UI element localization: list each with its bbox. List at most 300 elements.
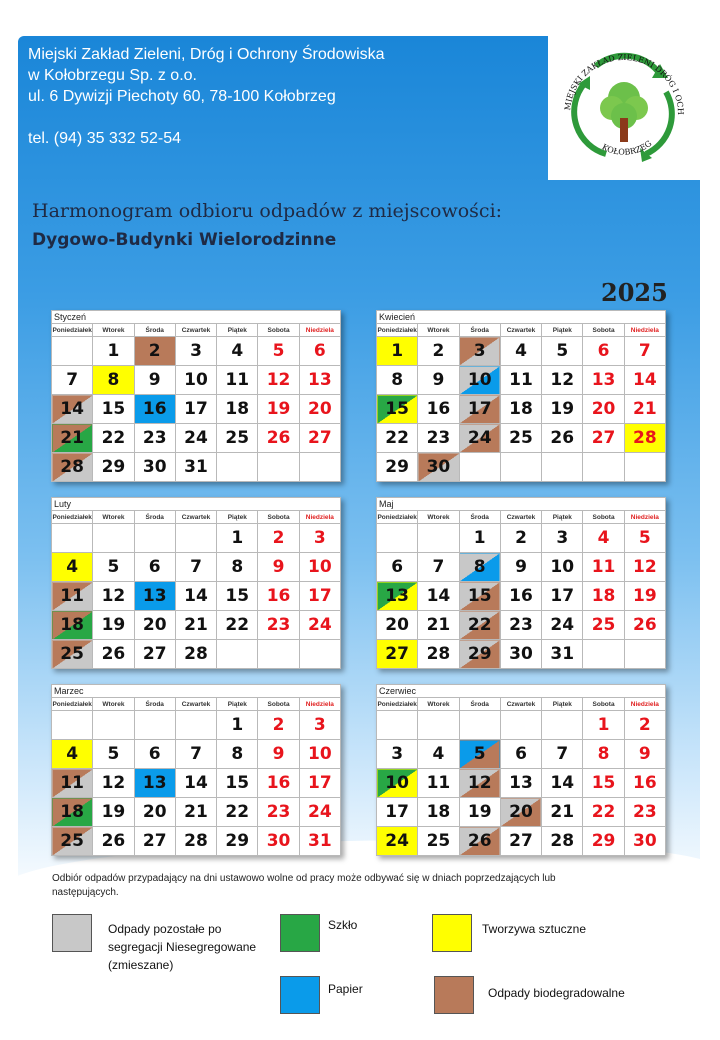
day-number: 13	[308, 370, 332, 390]
legend-label-plastic: Tworzywa sztuczne	[482, 922, 587, 936]
calendar-month	[376, 684, 666, 856]
day-cell	[377, 740, 418, 769]
day-number: 16	[426, 399, 451, 419]
day-cell	[93, 395, 134, 424]
day-number: 29	[225, 831, 250, 851]
day-cell	[93, 611, 134, 640]
day-cell	[377, 337, 418, 366]
day-cell	[93, 337, 134, 366]
day-cell	[175, 395, 216, 424]
month-name: Kwiecień	[376, 310, 666, 323]
day-number: 8	[473, 557, 486, 577]
weekday-header: Sobota	[583, 511, 624, 524]
year-label: 2025	[601, 278, 668, 307]
day-number: 30	[633, 831, 657, 851]
month-name: Marzec	[51, 684, 341, 697]
day-number: 24	[308, 802, 332, 822]
empty-cell	[624, 640, 665, 669]
day-number: 6	[148, 557, 161, 577]
weekday-header: Niedziela	[624, 698, 665, 711]
day-number: 30	[509, 644, 533, 664]
day-number: 5	[272, 341, 285, 361]
empty-cell	[500, 453, 541, 482]
day-cell	[175, 582, 216, 611]
weekday-header: Sobota	[583, 324, 624, 337]
locality-name: Dygowo-Budynki Wielorodzinne	[32, 230, 337, 250]
day-cell	[175, 337, 216, 366]
day-cell	[459, 740, 500, 769]
weekday-header: Wtorek	[418, 511, 459, 524]
company-city: w Kołobrzegu Sp. z o.o.	[28, 67, 197, 84]
day-cell	[418, 553, 459, 582]
day-number: 12	[467, 773, 492, 793]
day-cell	[583, 798, 624, 827]
weekday-header: Poniedziałek	[377, 698, 418, 711]
day-cell	[93, 453, 134, 482]
day-number: 17	[385, 802, 409, 822]
day-cell	[175, 798, 216, 827]
day-cell	[258, 740, 299, 769]
day-number: 23	[509, 615, 533, 635]
day-cell	[134, 740, 175, 769]
day-number: 7	[190, 557, 202, 577]
day-number: 24	[550, 615, 575, 635]
title-line: Harmonogram odbioru odpadów z miejscowości:	[32, 200, 503, 222]
day-number: 21	[550, 802, 575, 822]
day-cell	[377, 395, 418, 424]
day-number: 22	[591, 802, 616, 822]
weekday-header: Poniedziałek	[377, 324, 418, 337]
day-number: 23	[633, 802, 657, 822]
day-number: 17	[550, 586, 575, 606]
day-number: 6	[597, 341, 610, 361]
day-number: 12	[633, 557, 657, 577]
company-phone: tel. (94) 35 332 52-54	[28, 130, 181, 147]
day-number: 26	[101, 831, 126, 851]
calendar-month	[376, 497, 666, 669]
day-number: 1	[231, 528, 244, 548]
weekday-header: Sobota	[583, 698, 624, 711]
day-cell	[52, 740, 93, 769]
day-cell	[583, 582, 624, 611]
weekday-header: Środa	[134, 324, 175, 337]
day-number: 16	[266, 586, 291, 606]
day-cell	[583, 424, 624, 453]
day-cell	[258, 424, 299, 453]
day-cell	[175, 424, 216, 453]
day-number: 21	[184, 615, 208, 635]
empty-cell	[52, 711, 93, 740]
empty-cell	[93, 524, 134, 553]
logo-text-bottom: KOŁOBRZEG	[600, 138, 654, 157]
day-number: 28	[550, 831, 575, 851]
day-number: 16	[633, 773, 657, 793]
day-cell	[134, 453, 175, 482]
day-cell	[459, 611, 500, 640]
day-cell	[377, 769, 418, 798]
day-number: 3	[313, 528, 326, 548]
legend-label-glass: Szkło	[328, 918, 358, 932]
day-cell	[624, 827, 665, 856]
day-cell	[542, 827, 583, 856]
day-cell	[175, 366, 216, 395]
day-number: 5	[556, 341, 569, 361]
weekday-header: Niedziela	[299, 511, 340, 524]
day-cell	[299, 582, 340, 611]
weekday-header: Czwartek	[175, 698, 216, 711]
day-number: 10	[308, 744, 332, 764]
day-number: 23	[266, 802, 291, 822]
legend-swatch-glass	[280, 914, 320, 952]
calendar-month	[51, 684, 341, 856]
day-number: 26	[633, 615, 657, 635]
day-number: 30	[266, 831, 291, 851]
day-cell	[134, 798, 175, 827]
day-number: 14	[184, 773, 208, 793]
day-cell	[377, 553, 418, 582]
day-cell	[258, 827, 299, 856]
day-number: 19	[101, 802, 126, 822]
day-cell	[52, 395, 93, 424]
day-number: 3	[556, 528, 569, 548]
day-number: 20	[142, 615, 167, 635]
legend-label-paper: Papier	[328, 982, 363, 996]
day-cell	[299, 827, 340, 856]
day-cell	[299, 798, 340, 827]
day-number: 28	[60, 457, 84, 477]
empty-cell	[175, 524, 216, 553]
day-cell	[175, 740, 216, 769]
day-number: 2	[638, 715, 651, 735]
day-cell	[459, 582, 500, 611]
empty-cell	[258, 640, 299, 669]
day-number: 25	[426, 831, 451, 851]
day-cell	[542, 611, 583, 640]
day-number: 9	[638, 744, 651, 764]
day-cell	[418, 366, 459, 395]
day-number: 8	[391, 370, 404, 390]
day-cell	[459, 640, 500, 669]
day-cell	[418, 740, 459, 769]
empty-cell	[52, 337, 93, 366]
day-number: 9	[148, 370, 161, 390]
day-number: 10	[467, 370, 492, 390]
day-number: 22	[225, 615, 250, 635]
weekday-header: Czwartek	[500, 511, 541, 524]
empty-cell	[459, 453, 500, 482]
day-number: 12	[266, 370, 291, 390]
month-name: Maj	[376, 497, 666, 510]
day-cell	[624, 611, 665, 640]
day-cell	[624, 395, 665, 424]
empty-cell	[418, 524, 459, 553]
weekday-header: Piątek	[542, 511, 583, 524]
calendar-month	[51, 310, 341, 482]
day-cell	[624, 740, 665, 769]
day-cell	[459, 424, 500, 453]
day-cell	[217, 769, 258, 798]
day-number: 2	[148, 341, 161, 361]
day-number: 27	[509, 831, 533, 851]
day-cell	[542, 337, 583, 366]
day-cell	[134, 611, 175, 640]
day-cell	[134, 827, 175, 856]
day-cell	[175, 827, 216, 856]
day-cell	[542, 582, 583, 611]
day-cell	[217, 611, 258, 640]
day-cell	[134, 337, 175, 366]
day-number: 23	[426, 428, 451, 448]
day-cell	[299, 553, 340, 582]
day-number: 13	[142, 586, 167, 606]
day-number: 20	[591, 399, 616, 419]
day-number: 28	[184, 831, 208, 851]
day-cell	[217, 582, 258, 611]
day-number: 3	[313, 715, 326, 735]
day-cell	[542, 640, 583, 669]
day-cell	[583, 827, 624, 856]
logo-text-top: MIEJSKI ZAKŁAD ZIELENI DRÓG I OCH	[563, 52, 686, 116]
day-number: 20	[308, 399, 332, 419]
day-cell	[418, 582, 459, 611]
day-number: 24	[308, 615, 332, 635]
day-number: 20	[385, 615, 409, 635]
day-number: 10	[184, 370, 208, 390]
day-cell	[299, 424, 340, 453]
day-number: 12	[550, 370, 575, 390]
day-cell	[93, 827, 134, 856]
day-number: 18	[509, 399, 533, 419]
day-cell	[299, 337, 340, 366]
day-number: 11	[225, 370, 250, 390]
day-cell	[217, 337, 258, 366]
empty-cell	[377, 711, 418, 740]
weekday-header: Środa	[134, 511, 175, 524]
day-number: 2	[272, 528, 285, 548]
weekday-header: Wtorek	[93, 511, 134, 524]
empty-cell	[258, 453, 299, 482]
day-number: 6	[391, 557, 404, 577]
empty-cell	[583, 640, 624, 669]
day-number: 28	[633, 428, 657, 448]
weekday-header: Sobota	[258, 511, 299, 524]
day-number: 11	[60, 773, 84, 793]
day-number: 26	[467, 831, 492, 851]
company-name: Miejski Zakład Zieleni, Dróg i Ochrony Środowiska	[28, 46, 385, 63]
day-number: 19	[467, 802, 492, 822]
day-cell	[377, 798, 418, 827]
day-number: 31	[308, 831, 332, 851]
day-number: 22	[385, 428, 409, 448]
day-cell	[217, 740, 258, 769]
day-number: 29	[467, 644, 492, 664]
company-logo	[548, 36, 700, 180]
day-number: 11	[426, 773, 451, 793]
day-number: 18	[60, 802, 84, 822]
empty-cell	[134, 524, 175, 553]
day-number: 15	[225, 586, 250, 606]
day-number: 25	[60, 831, 84, 851]
legend-label-bio: Odpady biodegradowalne	[488, 986, 625, 1000]
weekday-header: Wtorek	[93, 698, 134, 711]
day-number: 25	[509, 428, 533, 448]
day-cell	[583, 711, 624, 740]
day-number: 16	[142, 399, 167, 419]
weekday-header: Piątek	[542, 698, 583, 711]
day-number: 20	[509, 802, 533, 822]
day-number: 22	[101, 428, 126, 448]
day-number: 30	[142, 457, 167, 477]
day-number: 29	[385, 457, 409, 477]
legend-swatch-mixed	[52, 914, 92, 952]
day-number: 28	[184, 644, 208, 664]
day-number: 1	[391, 341, 404, 361]
weekday-header: Piątek	[542, 324, 583, 337]
day-number: 4	[66, 744, 79, 764]
day-number: 1	[231, 715, 244, 735]
day-number: 4	[432, 744, 445, 764]
day-number: 5	[473, 744, 486, 764]
day-cell	[583, 395, 624, 424]
day-cell	[175, 611, 216, 640]
day-number: 22	[467, 615, 492, 635]
day-cell	[93, 553, 134, 582]
day-number: 8	[231, 557, 244, 577]
day-number: 8	[597, 744, 610, 764]
day-cell	[500, 740, 541, 769]
day-cell	[52, 366, 93, 395]
day-number: 17	[184, 399, 208, 419]
day-number: 15	[467, 586, 492, 606]
day-cell	[175, 453, 216, 482]
weekday-header: Poniedziałek	[52, 511, 93, 524]
weekday-header: Wtorek	[93, 324, 134, 337]
holiday-note: Odbiór odpadów przypadający na dni ustawowo wolne od pracy może odbywać się w dniach poprzedzających lub następujących.	[52, 873, 556, 898]
day-cell	[217, 395, 258, 424]
day-number: 8	[107, 370, 120, 390]
weekday-header: Niedziela	[299, 698, 340, 711]
weekday-header: Wtorek	[418, 324, 459, 337]
day-cell	[542, 395, 583, 424]
empty-cell	[542, 453, 583, 482]
day-cell	[52, 582, 93, 611]
day-cell	[52, 827, 93, 856]
weekday-header: Piątek	[217, 324, 258, 337]
day-number: 27	[385, 644, 409, 664]
day-cell	[542, 366, 583, 395]
day-number: 13	[142, 773, 167, 793]
day-cell	[52, 553, 93, 582]
day-cell	[52, 769, 93, 798]
day-cell	[93, 769, 134, 798]
day-number: 29	[591, 831, 616, 851]
day-number: 9	[272, 557, 285, 577]
day-cell	[134, 424, 175, 453]
day-cell	[418, 640, 459, 669]
day-cell	[134, 395, 175, 424]
day-number: 6	[313, 341, 326, 361]
empty-cell	[217, 640, 258, 669]
day-number: 7	[190, 744, 202, 764]
schedule-title	[32, 200, 502, 250]
day-number: 3	[473, 341, 486, 361]
day-cell	[377, 582, 418, 611]
day-cell	[542, 769, 583, 798]
logo-graphic	[548, 36, 700, 180]
day-cell	[459, 337, 500, 366]
day-number: 3	[190, 341, 202, 361]
day-cell	[500, 582, 541, 611]
day-number: 7	[66, 370, 79, 390]
month-name: Styczeń	[51, 310, 341, 323]
day-number: 5	[107, 557, 120, 577]
day-cell	[500, 366, 541, 395]
day-cell	[93, 424, 134, 453]
day-cell	[217, 827, 258, 856]
day-cell	[299, 524, 340, 553]
day-cell	[175, 553, 216, 582]
day-number: 23	[266, 615, 291, 635]
weekday-header: Sobota	[258, 698, 299, 711]
day-number: 13	[385, 586, 409, 606]
day-number: 21	[184, 802, 208, 822]
day-cell	[258, 524, 299, 553]
day-number: 7	[556, 744, 569, 764]
day-cell	[377, 827, 418, 856]
day-cell	[299, 395, 340, 424]
day-cell	[500, 424, 541, 453]
day-cell	[418, 453, 459, 482]
day-cell	[299, 769, 340, 798]
day-cell	[377, 424, 418, 453]
empty-cell	[542, 711, 583, 740]
day-cell	[418, 827, 459, 856]
legend-swatch-paper	[280, 976, 320, 1014]
day-number: 29	[101, 457, 126, 477]
day-cell	[583, 366, 624, 395]
day-cell	[500, 640, 541, 669]
weekday-header: Czwartek	[500, 698, 541, 711]
day-number: 11	[591, 557, 616, 577]
day-number: 14	[633, 370, 657, 390]
weekday-header: Czwartek	[500, 324, 541, 337]
empty-cell	[459, 711, 500, 740]
day-number: 7	[432, 557, 445, 577]
day-number: 2	[515, 528, 527, 548]
day-number: 14	[550, 773, 575, 793]
day-number: 2	[432, 341, 445, 361]
day-cell	[299, 611, 340, 640]
day-number: 3	[391, 744, 404, 764]
day-cell	[542, 553, 583, 582]
day-cell	[299, 740, 340, 769]
company-address: ul. 6 Dywizji Piechoty 60, 78-100 Kołobrzeg	[28, 88, 336, 105]
day-number: 17	[308, 586, 332, 606]
day-cell	[418, 424, 459, 453]
day-number: 2	[272, 715, 285, 735]
day-number: 14	[426, 586, 451, 606]
day-number: 15	[101, 399, 126, 419]
weekday-header: Niedziela	[624, 511, 665, 524]
day-number: 18	[426, 802, 451, 822]
day-cell	[52, 640, 93, 669]
day-cell	[583, 769, 624, 798]
day-number: 1	[107, 341, 120, 361]
day-number: 24	[385, 831, 409, 851]
day-number: 5	[107, 744, 120, 764]
weekday-header: Poniedziałek	[52, 698, 93, 711]
day-cell	[175, 769, 216, 798]
